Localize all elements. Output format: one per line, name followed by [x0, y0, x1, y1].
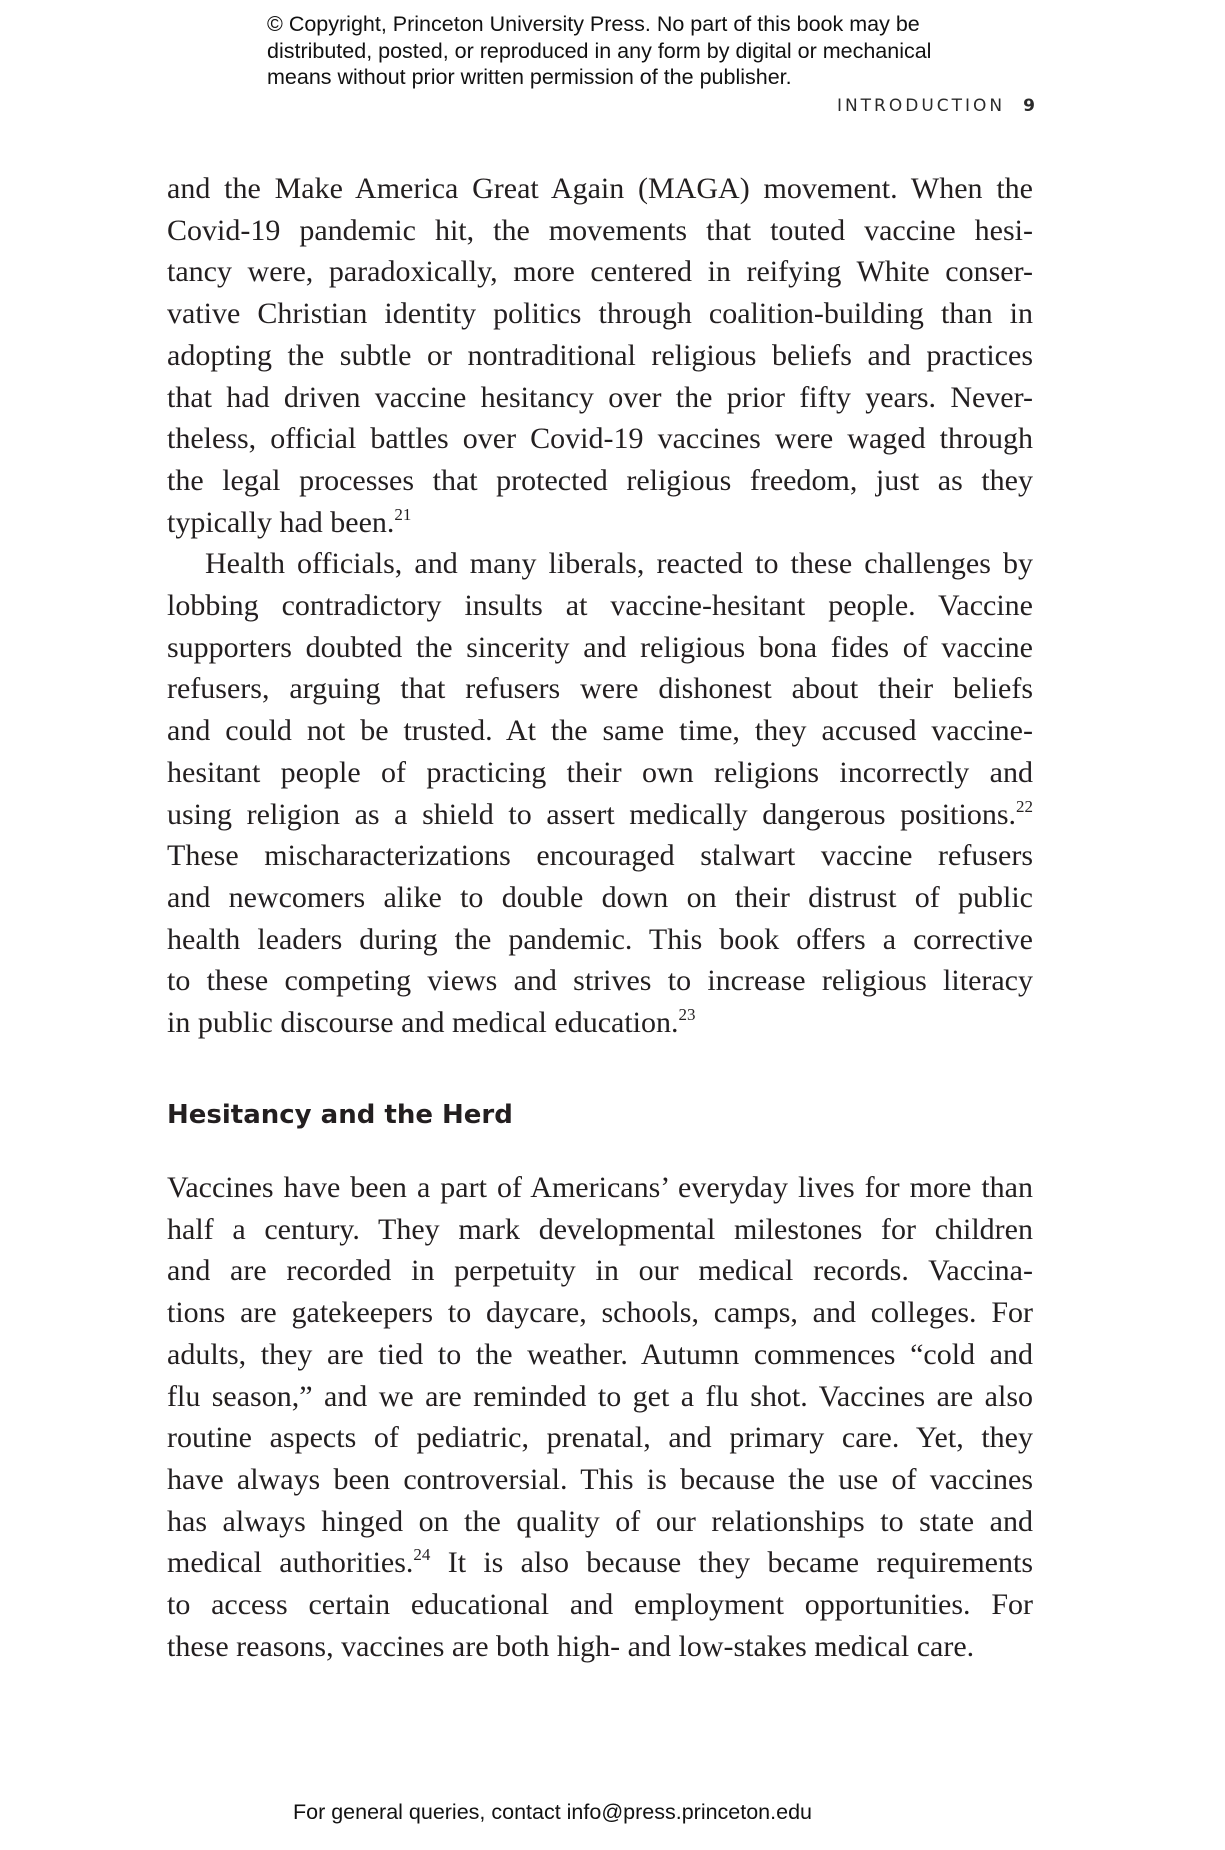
footnote-marker[interactable]: 21 [394, 504, 412, 524]
line-text: tancy were, paradoxically, more centered in reifying White conser- [167, 255, 1033, 289]
text-line [167, 296, 1033, 332]
text-line [167, 338, 1033, 374]
footnote-marker[interactable]: 24 [413, 1545, 431, 1565]
text-line [167, 880, 1033, 916]
text-line [167, 1504, 1033, 1540]
text-line [167, 1545, 1033, 1581]
text-line [167, 922, 1033, 958]
text-line [167, 1295, 1033, 1331]
text-line [167, 1005, 1033, 1041]
text-line [167, 1587, 1033, 1623]
line-text: the legal processes that protected religious freedom, just as they [167, 463, 1033, 497]
line-text: in public discourse and medical education. [167, 1006, 679, 1039]
text-line [167, 421, 1033, 457]
line-text: These mischaracterizations encouraged stalwart vaccine refusers [167, 839, 1033, 873]
line-text: Covid-19 pandemic hit, the movements that touted vaccine hesi- [167, 213, 1033, 247]
line-text-continued: It is also because they became requirements [430, 1546, 1034, 1580]
text-line [167, 546, 1033, 582]
copyright-line: © Copyright, Princeton University Press. No part of this book may be [267, 12, 920, 36]
line-text: and could not be trusted. At the same time, they accused vaccine- [167, 714, 1033, 748]
line-text: health leaders during the pandemic. This book offers a corrective [167, 922, 1033, 956]
copyright-line: distributed, posted, or reproduced in any form by digital or mechanical [267, 38, 932, 63]
copyright-notice [267, 11, 987, 91]
text-line [167, 1629, 1033, 1665]
line-text: and are recorded in perpetuity in our medical records. Vaccina- [167, 1254, 1033, 1288]
text-line [167, 1253, 1033, 1289]
footer-contact: For general queries, contact info@press.princeton.edu [292, 1800, 812, 1824]
text-line [167, 505, 1033, 541]
line-text: routine aspects of pediatric, prenatal, and primary care. Yet, they [167, 1421, 1033, 1455]
line-text: lobbing contradictory insults at vaccine-hesitant people. Vaccine [167, 589, 1033, 622]
text-line [167, 755, 1033, 791]
line-text: medical authorities. [167, 1546, 414, 1580]
line-text: and the Make America Great Again (MAGA) movement. When the [167, 172, 1033, 205]
text-line [167, 713, 1033, 749]
line-text: these reasons, vaccines are both high- and low-stakes medical care. [167, 1629, 975, 1663]
line-text: has always hinged on the quality of our relationships to state and [167, 1504, 1033, 1538]
text-line [167, 380, 1033, 416]
text-line [167, 254, 1033, 290]
line-text: vative Christian identity politics through coalition-building than in [167, 297, 1033, 331]
line-text: theless, official battles over Covid-19 vaccines were waged through [167, 422, 1033, 456]
text-line [167, 671, 1033, 707]
line-text: that had driven vaccine hesitancy over the prior fifty years. Never- [167, 380, 1033, 414]
line-text: adopting the subtle or nontraditional religious beliefs and practices [167, 338, 1033, 372]
text-line [167, 1420, 1033, 1456]
line-text: to access certain educational and employment opportunities. For [167, 1588, 1033, 1621]
page-footer [0, 1800, 1225, 1825]
line-text: typically had been. [167, 505, 395, 539]
text-line [167, 588, 1033, 624]
page-number: 9 [1023, 96, 1035, 116]
text-line [167, 797, 1033, 833]
line-text: to these competing views and strives to increase religious literacy [167, 964, 1033, 998]
copyright-line: means without prior written permission of the publisher. [267, 65, 792, 89]
footnote-marker[interactable]: 22 [1016, 796, 1033, 816]
text-line [167, 838, 1033, 874]
text-line [167, 1212, 1033, 1248]
line-text: refusers, arguing that refusers were dishonest about their beliefs [167, 672, 1033, 706]
text-line [167, 630, 1033, 666]
text-line [167, 213, 1033, 249]
running-head-section: INTRODUCTION [836, 96, 1006, 116]
line-text: adults, they are tied to the weather. Autumn commences “cold and [167, 1337, 1033, 1371]
text-line [167, 1170, 1033, 1206]
section-heading: Hesitancy and the Herd [167, 1100, 513, 1130]
running-head [837, 96, 1035, 116]
line-text: using religion as a shield to assert medically dangerous positions. [167, 797, 1016, 831]
line-text: flu season,” and we are reminded to get a flu shot. Vaccines are also [167, 1379, 1033, 1413]
line-text: tions are gatekeepers to daycare, schools, camps, and colleges. For [167, 1296, 1033, 1330]
text-line [167, 1462, 1033, 1498]
line-text: have always been controversial. This is because the use of vaccines [167, 1462, 1033, 1496]
text-line [167, 463, 1033, 499]
line-text: hesitant people of practicing their own religions incorrectly and [167, 755, 1033, 789]
line-text: Vaccines have been a part of Americans’ everyday lives for more than [167, 1171, 1033, 1204]
footnote-marker[interactable]: 23 [678, 1005, 696, 1024]
text-line [167, 1337, 1033, 1373]
line-text: Health officials, and many liberals, reacted to these challenges by [205, 547, 1033, 581]
text-line [167, 963, 1033, 999]
line-text: half a century. They mark developmental milestones for children [167, 1212, 1033, 1246]
line-text: and newcomers alike to double down on their distrust of public [167, 880, 1033, 914]
line-text: supporters doubted the sincerity and religious bona fides of vaccine [167, 630, 1033, 664]
text-line [167, 171, 1033, 207]
text-line [167, 1379, 1033, 1415]
